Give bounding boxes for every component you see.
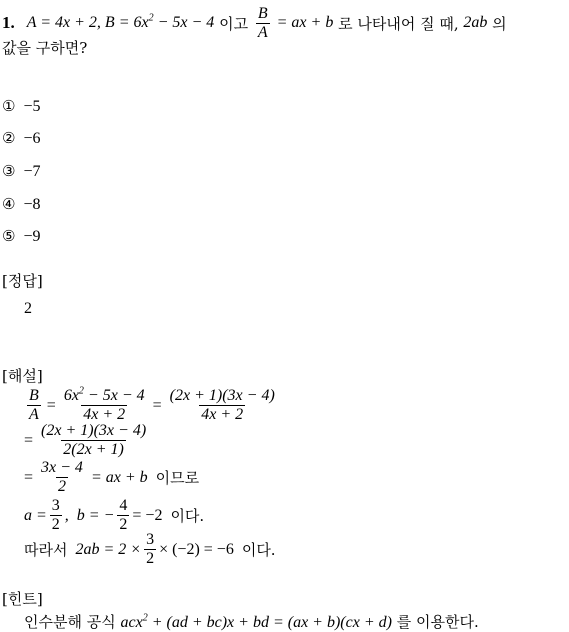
solution-line-2: = $\frac{(2x + 1)(3x - 4)}{2(2x + 1)}$ — [24, 422, 147, 458]
hint-label: [힌트] — [2, 590, 43, 608]
option-2[interactable]: ② −6 — [2, 129, 41, 147]
stem-kor-1: 이고 — [214, 14, 253, 33]
option-3[interactable]: ③ −7 — [2, 162, 41, 180]
stem-kor-2: 로 나타내어 질 때, — [333, 14, 464, 33]
option-4[interactable]: ④ −8 — [2, 195, 41, 213]
solution-line-3: = $\frac{3x - 4}{2}$ = ax + b 이므로 — [24, 459, 200, 495]
answer-label: [정답] — [2, 272, 43, 290]
solution-line-5: 따라서 2ab = 2 × $\frac{3}{2}$ × (−2) = −6 이다. — [24, 531, 276, 567]
stem-expr-3: 2ab — [463, 14, 488, 31]
option-5[interactable]: ⑤ −9 — [2, 227, 41, 245]
hint-text: 인수분해 공식 acx$^2$ + (ad + bc)x + bd = (ax + b)(cx + d) 를 이용한다. — [24, 612, 479, 631]
stem-expr-2: = ax + b — [272, 14, 334, 31]
question-number: 1. — [2, 13, 15, 32]
stem-fraction: $\frac{B}{A}$ — [257, 4, 268, 41]
solution-line-4: a = $\frac{3}{2}$ , b = − $\frac{4}{2}$ = −2 이다. — [24, 497, 205, 533]
answer-value: 2 — [24, 300, 32, 317]
question-line-2: 값을 구하면? — [2, 39, 88, 57]
solution-label: [해설] — [2, 367, 43, 385]
question-line-1 — [2, 6, 507, 40]
solution-line-1: $\frac{B}{A}$ = $\frac{6x^2 - 5x - 4}{4x + 2}$ = $\frac{(2x + 1)(3x - 4)}{4x + 2}$ — [29, 385, 275, 423]
stem-expr-1: A = 4x + 2, $B = 6x^2 - 5x - 4$ — [26, 12, 215, 31]
stem-kor-3: 의 — [487, 14, 507, 33]
option-1[interactable]: ① −5 — [2, 97, 41, 115]
